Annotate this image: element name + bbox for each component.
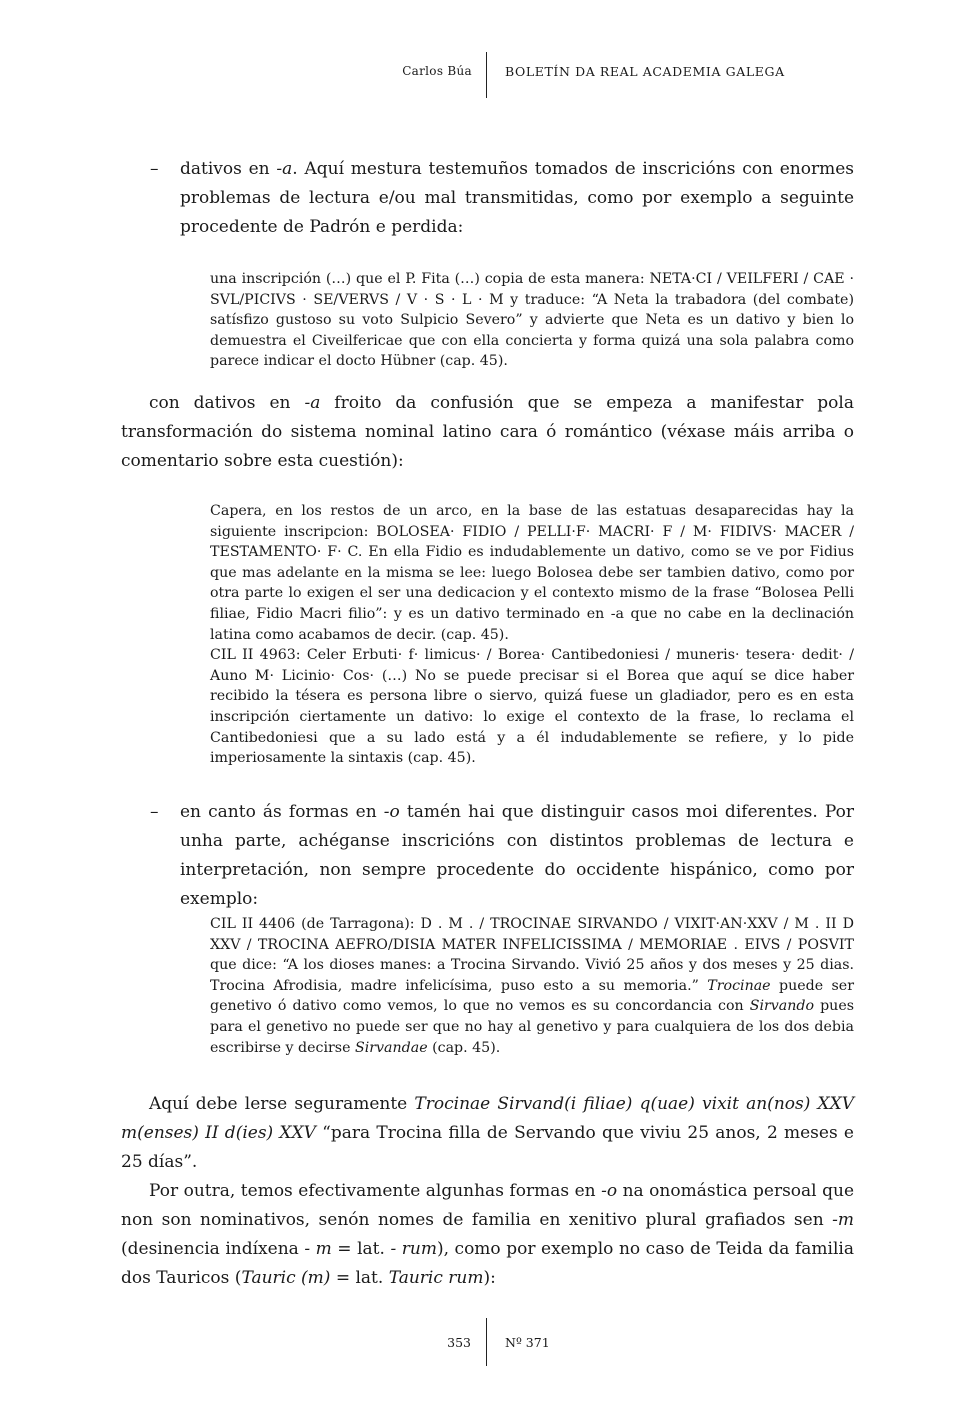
quote-paragraph-cil-4963: CIL II 4963: Celer Erbuti· f· limicus· / Borea· Cantibedoniesi / muneris· tesera· dedit· / Auno M· Licinio· Cos· (…) No se puede precisar si el Borea que aquí se dice haber recibido la tésera es persona libre o siervo, quizá fuese un gladiador, pero es en esta inscripción ciertamente un dativo: lo exige el contexto de la frase, lo reclama el Cantibedoniesi que a su lado está y a él indudablemente se refiere, y lo pide imperiosamente la sintaxis (cap. 45). <box>210 647 854 767</box>
block-quote-capera <box>210 501 854 769</box>
issue-number: Nº 371 <box>505 1335 550 1350</box>
running-header-journal: BOLETÍN DA REAL ACADEMIA GALEGA <box>505 64 785 79</box>
body-paragraph-tauricos: Por outra, temos efectivamente algunhas formas en -o na onomástica persoal que non son nominativos, senón nomes de familia en xenitivo plural grafiados sen -m (desinencia indíxena - m = lat. - rum), como por exemplo no caso de Teida da familia dos Tauricos (Tauric (m) = lat. Tauric rum): <box>121 1181 855 1288</box>
block-quote-neta: una inscripción (…) que el P. Fita (…) copia de esta manera: NETA·CI / VEILFERI / CAE · SVL/PICIVS · SE/VERVS / V · S · L · M y traduce: “A Neta la trabadora (del combate) satísfizo gustoso su voto Sulpicio Severo” y advierte que Neta es un dativo y bien lo demuestra el Civeilfericae que con ella concierta y forma quizá una sola palabra como parece indicar el docto Hübner (cap. 45). <box>210 271 854 370</box>
footer-divider <box>486 1318 487 1366</box>
bullet-dash: – <box>150 802 159 822</box>
page-number: 353 <box>447 1335 471 1350</box>
bullet-dash: – <box>150 159 159 179</box>
quote-paragraph-capera: Capera, en los restos de un arco, en la base de las estatuas desaparecidas hay la siguiente inscripcion: BOLOSEA· FIDIO / PELLI·F· MACRI· F / M· FIDIVS· MACER / TESTAMENTO· F· C. En ella Fidio es indudablemente un dativo, como se ve por Fidius que mas adelante en la misma se lee: luego Bolosea debe ser tambien dativo, como por otra parte lo exigen el ser una dedicacion y el contexto mismo de la frase “Bolosea Pelli filiae, Fidio Macri filio”: y es un dativo terminado en -a que no cabe en la declinación latina como acabamos de decir. (cap. 45). <box>210 503 854 643</box>
bullet-item-dative-a: dativos en -a. Aquí mestura testemuños tomados de inscricións con enormes problemas de lectura e/ou mal transmitidas, como por exemplo a seguinte procedente de Padrón e perdida: <box>180 159 854 237</box>
bullet-item-forms-o: en canto ás formas en -o tamén hai que distinguir casos moi diferentes. Por unha parte, achéganse inscricións con distintos problemas de lectura e interpretación, non sempre procedente do occidente hispánico, como por exemplo: <box>180 802 854 909</box>
running-header-author: Carlos Búa <box>402 64 472 78</box>
body-paragraph-trocinae: Aquí debe lerse seguramente Trocinae Sirvand(i filiae) q(uae) vixit an(nos) XXV m(enses) II d(ies) XXV “para Trocina filla de Servando que viviu 25 anos, 2 meses e 25 días”. <box>121 1094 855 1172</box>
body-paragraph-dativos: con dativos en -a froito da confusión que se empeza a manifestar pola transformación do sistema nominal latino cara ó romántico (véxase máis arriba o comentario sobre esta cuestión): <box>121 393 854 471</box>
block-quote-cil-4406: CIL II 4406 (de Tarragona): D . M . / TROCINAE SIRVANDO / VIXIT·AN·XXV / M . II D XXV / TROCINA AEFRO/DISIA MATER INFELICISSIMA / MEMORIAE . EIVS / POSVIT que dice: “A los dioses manes: a Trocina Sirvando. Vivió 25 años y dos meses y 25 dias. Trocina Afrodisia, madre infelicísima, puso esto a su memoria.” Trocinae puede ser genetivo ó dativo como vemos, lo que no vemos es su concordancia con Sirvando pues para el genetivo no puede ser que no hay al genetivo y para cualquiera de los dos debia escribirse y decirse Sirvandae (cap. 45). <box>210 916 854 1056</box>
header-divider <box>486 52 487 98</box>
